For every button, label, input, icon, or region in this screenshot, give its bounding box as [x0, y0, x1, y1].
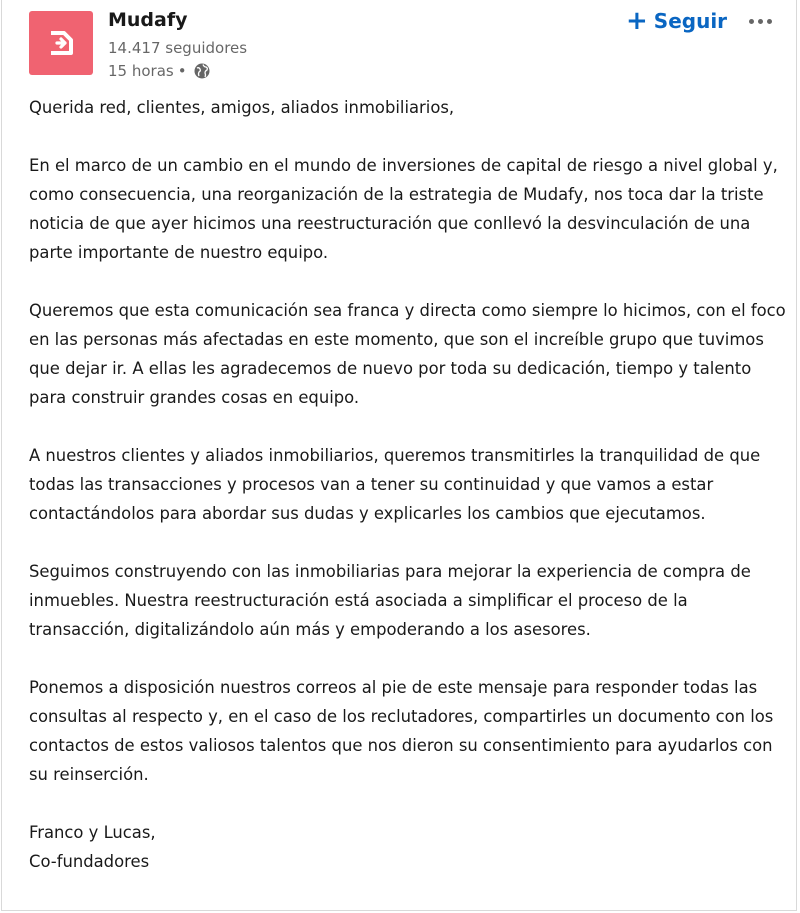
ellipsis-dot-icon [758, 19, 763, 24]
ellipsis-dot-icon [749, 19, 754, 24]
signature-names: Franco y Lucas, [29, 823, 156, 842]
meta-separator: • [177, 62, 187, 80]
post-time: 15 horas [108, 62, 174, 80]
post-card [1, 0, 797, 911]
mudafy-logo-icon [46, 28, 76, 58]
post-paragraph: En el marco de un cambio en el mundo de inversiones de capital de riesgo a nivel global y, como consecuencia, una reorganización de la estrategia de Mudafy, nos toca dar la triste noticia de que ayer hicimos una reestructuración que conllevó la desvinculación de una parte importante de nuestro equipo. [29, 156, 778, 262]
post-paragraph: A nuestros clientes y aliados inmobiliarios, queremos transmitirles la tranquilidad de que todas las transacciones y procesos van a tener su continuidad y que vamos a estar contactándolos para abordar sus dudas y explicarles los cambios que ejecutamos. [29, 446, 761, 523]
company-logo[interactable] [29, 11, 93, 75]
follow-button[interactable] [622, 6, 731, 36]
globe-icon [193, 62, 211, 80]
post-paragraph: Seguimos construyendo con las inmobiliarias para mejorar la experiencia de compra de inmuebles. Nuestra reestructuración está asociada a simplificar el proceso de la transacción, digitalizándolo aún más y empoderando a los asesores. [29, 562, 751, 639]
more-options-button[interactable] [740, 6, 780, 36]
post-paragraph: Ponemos a disposición nuestros correos al pie de este mensaje para responder todas las consultas al respecto y, en el caso de los reclutadores, compartirles un documento con los contactos de estos valiosos talentos que nos dieron su consentimiento para ayudarlos con su reinserción. [29, 678, 774, 784]
post-meta [108, 62, 211, 80]
post-greeting: Querida red, clientes, amigos, aliados inmobiliarios, [29, 98, 455, 117]
company-name[interactable]: Mudafy [108, 9, 188, 31]
post-body [29, 93, 789, 876]
follower-count: 14.417 seguidores [108, 39, 248, 57]
post-paragraph: Queremos que esta comunicación sea franca y directa como siempre lo hicimos, con el foco en las personas más afectadas en este momento, que son el increíble grupo que tuvimos que dejar ir. A ellas les agradecemos de nuevo por toda su dedicación, tiempo y talento para construir grandes cosas en equipo. [29, 301, 786, 407]
follow-label: Seguir [653, 9, 728, 33]
plus-icon: + [626, 6, 648, 36]
ellipsis-dot-icon [767, 19, 772, 24]
signature-title: Co-fundadores [29, 852, 150, 871]
